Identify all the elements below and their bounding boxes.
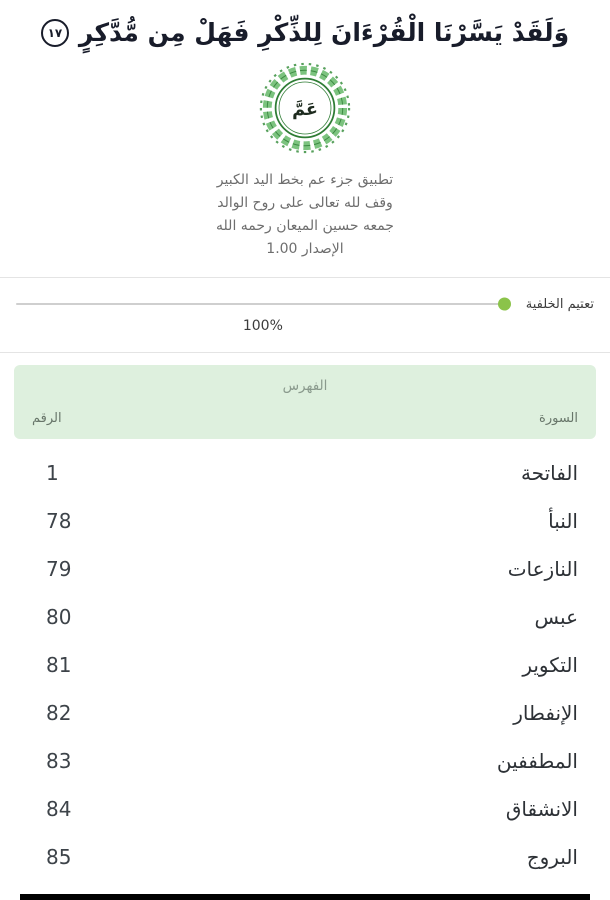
dim-slider[interactable] xyxy=(16,296,510,334)
surah-row[interactable] xyxy=(0,785,610,833)
description-line: وقف لله تعالى على روح الوالد xyxy=(217,195,393,211)
column-header-number: الرقم xyxy=(32,411,62,426)
surah-number: 82 xyxy=(46,701,72,725)
surah-name: المطففين xyxy=(496,749,578,773)
surah-row[interactable] xyxy=(0,689,610,737)
surah-row[interactable] xyxy=(0,641,610,689)
spacer xyxy=(0,340,610,352)
divider xyxy=(0,352,610,353)
surah-number: 80 xyxy=(46,605,72,629)
surah-name: البروج xyxy=(526,845,578,869)
slider-thumb[interactable] xyxy=(498,298,511,311)
surah-name: الفاتحة xyxy=(520,461,578,485)
medallion-label: عَمَّ xyxy=(292,99,318,120)
slider-track[interactable] xyxy=(16,303,510,305)
dim-slider-value: 100% xyxy=(242,318,283,334)
column-header-surah: السورة xyxy=(539,411,578,426)
verse-text: وَلَقَدْ يَسَّرْنَا الْقُرْءَانَ لِلذِّكْرِ فَهَلْ مِن مُّدَّكِرٍ xyxy=(78,18,570,47)
juz-amma-medallion xyxy=(256,59,354,157)
surah-row[interactable] xyxy=(0,833,610,881)
surah-number: 85 xyxy=(46,845,72,869)
description-line: جمعه حسين الميعان رحمه الله xyxy=(216,218,394,234)
description-line: تطبيق جزء عم بخط اليد الكبير xyxy=(216,172,394,188)
surah-list xyxy=(0,447,610,881)
surah-name: الانشقاق xyxy=(505,797,578,821)
dim-slider-label: تعتيم الخلفية xyxy=(525,297,594,312)
surah-name: عبس xyxy=(534,605,578,629)
ayah-number: ١٧ xyxy=(47,25,63,40)
dim-slider-section xyxy=(0,278,610,340)
surah-name: الإنفطار xyxy=(513,701,578,725)
quran-verse xyxy=(0,0,610,49)
ayah-number-marker xyxy=(41,19,69,47)
description-line: الإصدار 1.00 xyxy=(266,241,344,257)
surah-number: 84 xyxy=(46,797,72,821)
surah-row[interactable] xyxy=(0,545,610,593)
surah-name: النازعات xyxy=(507,557,578,581)
surah-number: 79 xyxy=(46,557,72,581)
surah-number: 81 xyxy=(46,653,72,677)
surah-name: التكوير xyxy=(522,653,578,677)
surah-row[interactable] xyxy=(0,449,610,497)
app-description xyxy=(0,163,610,277)
surah-number: 1 xyxy=(46,461,59,485)
surah-row[interactable] xyxy=(0,593,610,641)
surah-number: 78 xyxy=(46,509,72,533)
surah-row[interactable] xyxy=(0,497,610,545)
index-title: الفهرس xyxy=(282,378,328,394)
gesture-navigation-bar[interactable] xyxy=(20,894,590,900)
surah-row[interactable] xyxy=(0,737,610,785)
index-header-card xyxy=(14,365,596,439)
surah-number: 83 xyxy=(46,749,72,773)
surah-name: النبأ xyxy=(548,509,578,533)
index-column-headers xyxy=(32,411,578,426)
